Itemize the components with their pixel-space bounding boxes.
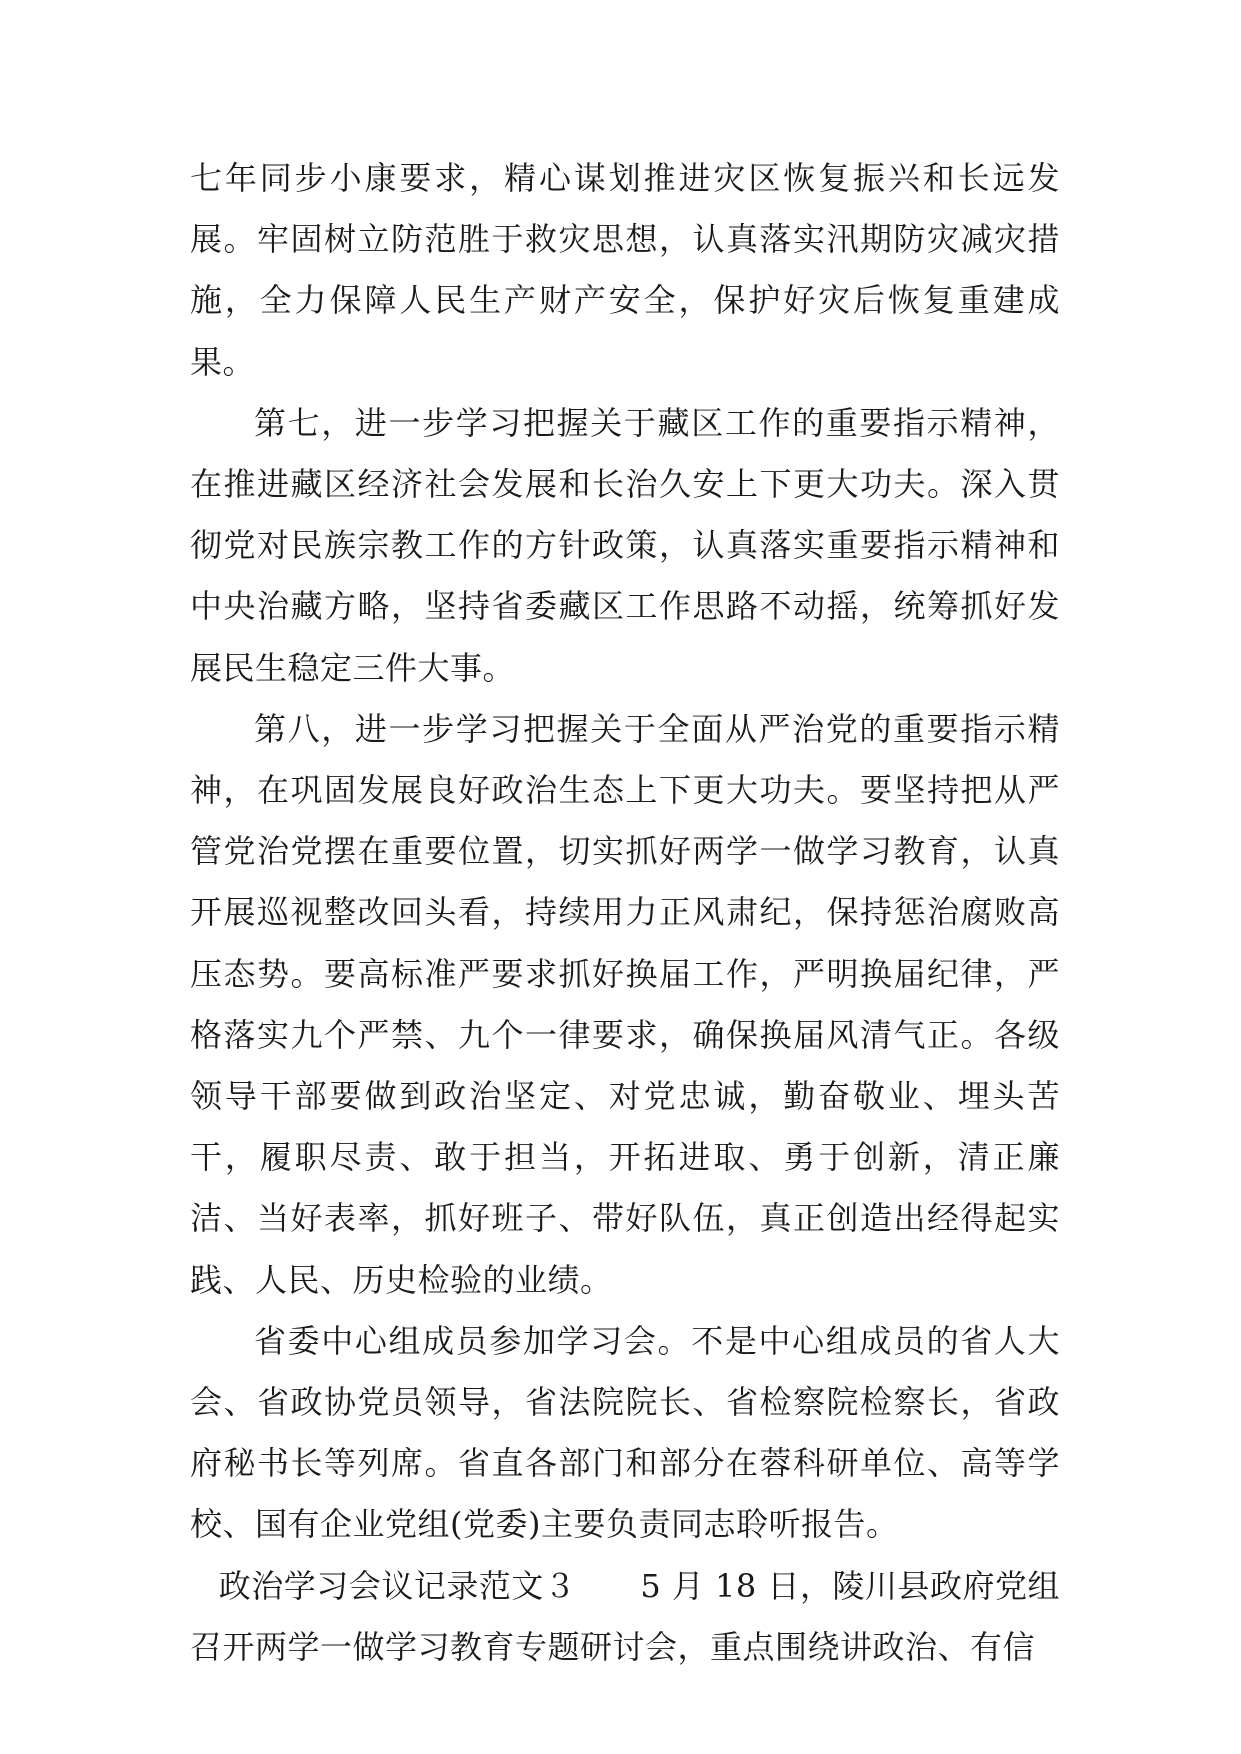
paragraph-attendance: 省委中心组成员参加学习会。不是中心组成员的省人大会、省政协党员领导，省法院院长、省检察院检察长，省政府秘书长等列席。省直各部门和部分在蓉科研单位、高等学校、国有企业党组(党委)主要负责同志聆听报告。 [190, 1321, 1060, 1544]
section-title: 政治学习会议记录范文３ [218, 1566, 577, 1605]
paragraph-continuation: 七年同步小康要求，精心谋划推进灾区恢复振兴和长远发展。牢固树立防范胜于救灾思想，认真落实汛期防灾减灾措施，全力保障人民生产财产安全，保护好灾后恢复重建成果。 [190, 159, 1060, 381]
document-body [190, 148, 1060, 1678]
section-line [190, 1556, 1060, 1678]
section-text: 5 月 18 日，陵川县政府党组召开两学一做学习教育专题研讨会，重点围绕讲政治、有信 [190, 1566, 1060, 1666]
paragraph-seventh: 第七，进一步学习把握关于藏区工作的重要指示精神，在推进藏区经济社会发展和长治久安上下更大功夫。深入贯彻党对民族宗教工作的方针政策，认真落实重要指示精神和中央治藏方略，坚持省委藏区工作思路不动摇，统筹抓好发展民生稳定三件大事。 [190, 403, 1060, 687]
paragraph-eighth: 第八，进一步学习把握关于全面从严治党的重要指示精神，在巩固发展良好政治生态上下更大功夫。要坚持把从严管党治党摆在重要位置，切实抓好两学一做学习教育，认真开展巡视整改回头看，持续用力正风肃纪，保持惩治腐败高压态势。要高标准严要求抓好换届工作，严明换届纪律，严格落实九个严禁、九个一律要求，确保换届风清气正。各级领导干部要做到政治坚定、对党忠诚，勤奋敬业、埋头苦干，履职尽责、敢于担当，开拓进取、勇于创新，清正廉洁、当好表率，抓好班子、带好队伍，真正创造出经得起实践、人民、历史检验的业绩。 [190, 709, 1060, 1299]
